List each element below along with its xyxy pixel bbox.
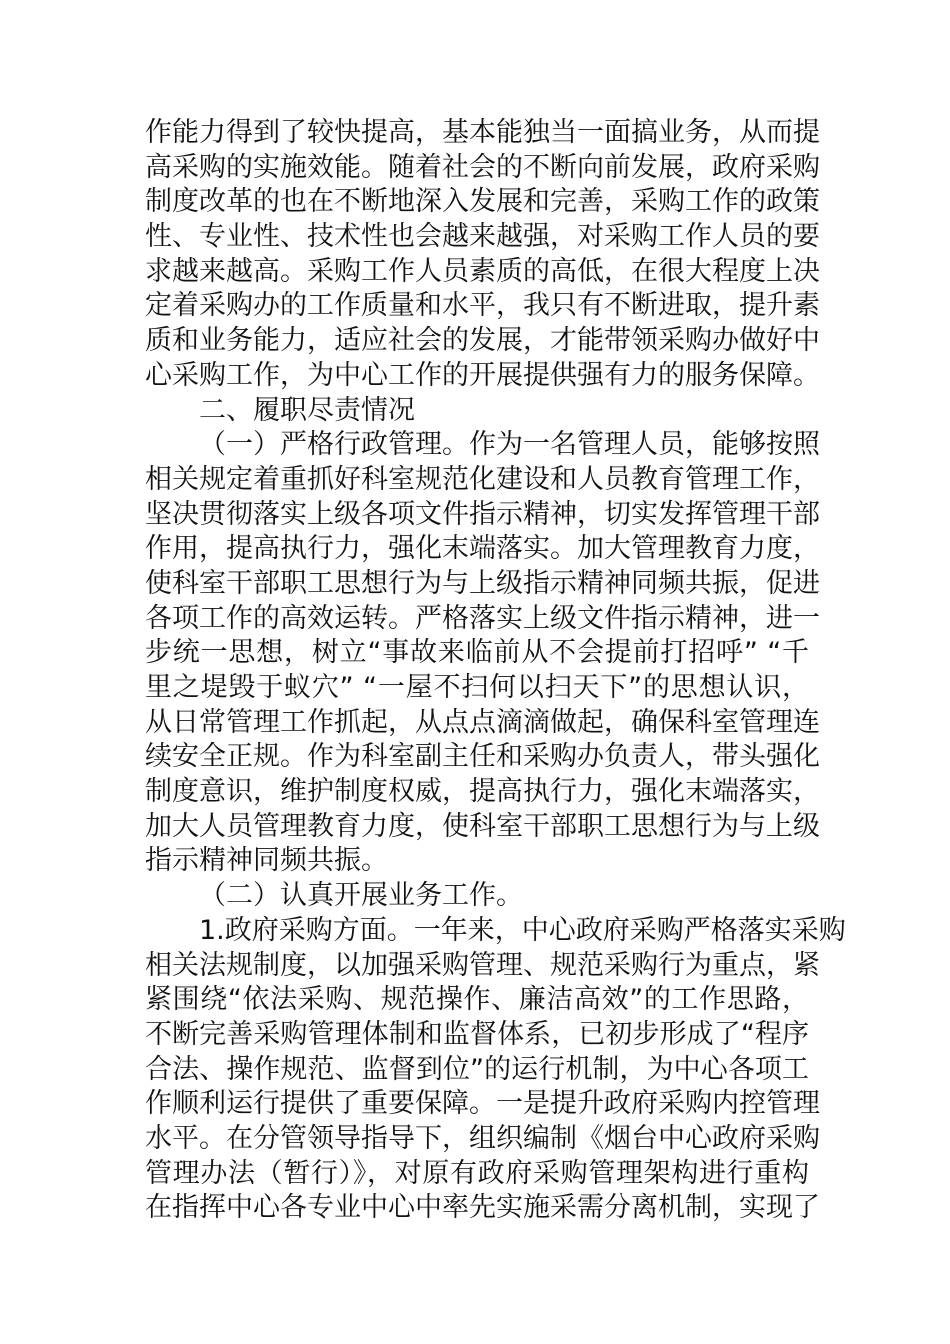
subsection-heading: （一）严格行政管理。作为一名管理人员，能够按照 [199, 429, 820, 461]
text-line: 高采购的实施效能。随着社会的不断向前发展，政府采购 [145, 151, 820, 183]
text-line: 水平。在分管领导指导下，组织编制《烟台中心政府采购 [145, 1122, 820, 1154]
text-line: 制度意识，维护制度权威，提高执行力，强化末端落实， [145, 776, 820, 808]
text-line: 加大人员管理教育力度，使科室干部职工思想行为与上级 [145, 810, 820, 842]
text-line: 管理办法（暂行）》，对原有政府采购管理架构进行重构 [145, 1157, 809, 1189]
body-text [145, 116, 846, 1226]
text-line: 性、专业性、技术性也会越来越强，对采购工作人员的要 [145, 221, 820, 253]
paragraph-start: 1.政府采购方面。一年来，中心政府采购严格落实采购 [199, 914, 846, 946]
text-line: 里之堤毁于蚁穴” “一屋不扫何以扫天下”的思想认识， [145, 672, 809, 703]
subsection-heading: （二）认真开展业务工作。 [199, 880, 523, 912]
text-line: 各项工作的高效运转。严格落实上级文件指示精神，进一 [145, 602, 820, 634]
text-line: 相关规定着重抓好科室规范化建设和人员教育管理工作， [145, 463, 820, 495]
text-line: 作顺利运行提供了重要保障。一是提升政府采购内控管理 [145, 1088, 820, 1120]
text-line: 续安全正规。作为科室副主任和采购办负责人，带头强化 [145, 741, 820, 773]
text-line: 制度改革的也在不断地深入发展和完善，采购工作的政策 [145, 186, 820, 218]
text-line: 紧围绕“依法采购、规范操作、廉洁高效”的工作思路， [145, 984, 809, 1016]
text-line: 作用，提高执行力，强化末端落实。加大管理教育力度， [145, 533, 820, 565]
text-line: 坚决贯彻落实上级各项文件指示精神，切实发挥管理干部 [145, 498, 820, 530]
text-line: 定着采购办的工作质量和水平，我只有不断进取，提升素 [145, 290, 820, 322]
text-line: 心采购工作，为中心工作的开展提供强有力的服务保障。 [145, 359, 820, 391]
text-line: 使科室干部职工思想行为与上级指示精神同频共振，促进 [145, 567, 820, 599]
text-line: 不断完善采购管理体制和监督体系，已初步形成了“程序 [145, 1018, 809, 1050]
text-line: 作能力得到了较快提高，基本能独当一面搞业务，从而提 [145, 117, 820, 148]
text-line: 从日常管理工作抓起，从点点滴滴做起，确保科室管理连 [145, 706, 820, 738]
text-line: 相关法规制度，以加强采购管理、规范采购行为重点，紧 [145, 949, 820, 981]
text-line: 指示精神同频共振。 [145, 845, 388, 877]
text-line: 在指挥中心各专业中心中率先实施采需分离机制，实现了 [145, 1192, 820, 1224]
section-heading: 二、履职尽责情况 [199, 394, 415, 426]
text-line: 合法、操作规范、监督到位”的运行机制，为中心各项工 [145, 1053, 809, 1085]
text-line: 求越来越高。采购工作人员素质的高低，在很大程度上决 [145, 255, 820, 287]
text-line: 质和业务能力，适应社会的发展，才能带领采购办做好中 [145, 325, 820, 357]
text-line: 步统一思想，树立“事故来临前从不会提前打招呼” “千 [145, 637, 809, 669]
